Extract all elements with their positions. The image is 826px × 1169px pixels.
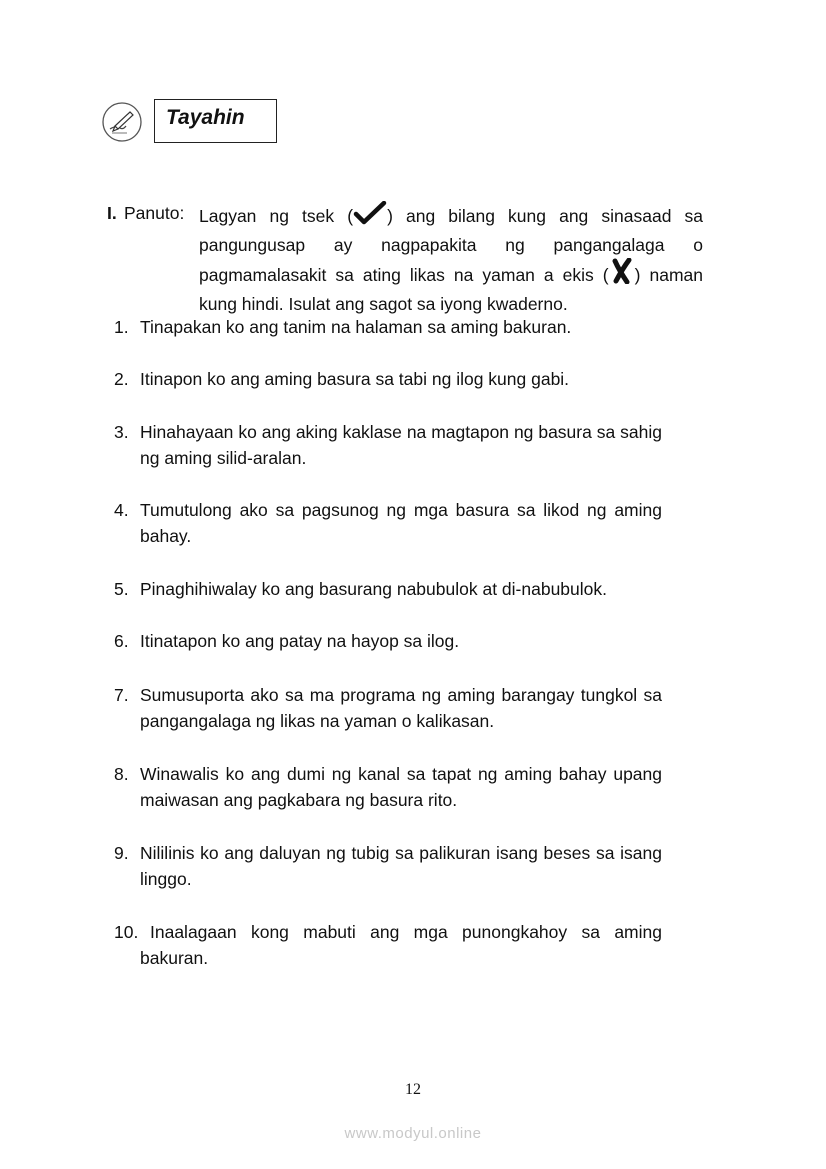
instruction-number: I. [107,203,117,223]
section-title: Tayahin [166,106,245,129]
instruction-label: Panuto: [124,203,185,223]
pen-writing-icon [102,102,142,142]
x-mark-icon [609,258,635,292]
checkmark-icon [353,201,387,233]
watermark: www.modyul.online [344,1125,482,1142]
page-number: 12 [405,1081,421,1098]
section-title-box [154,99,277,143]
instruction-text: Lagyan ng tsek ( ) ang bilang kung ang sinasaad sa pangungusap ay nagpapakita ng pangangalaga o pagmamalasakit sa ating likas na yaman a ekis ( ) naman kung hindi. Isulat ang sagot sa iyong kwaderno. [199,201,703,317]
